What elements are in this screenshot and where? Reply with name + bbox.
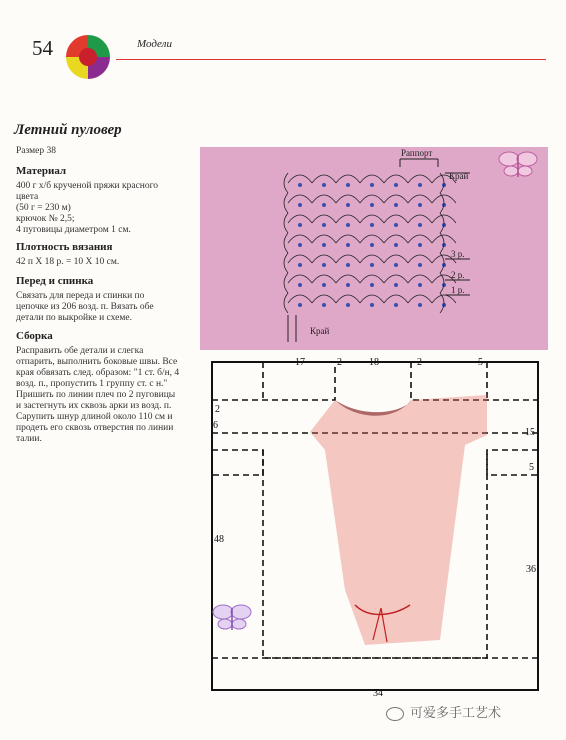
chain-arch — [408, 215, 432, 223]
chain-arch — [360, 215, 384, 223]
butterfly-icon — [213, 605, 251, 630]
chain-arch — [336, 175, 360, 183]
material-heading: Материал — [16, 165, 67, 177]
stitch-dot — [298, 243, 302, 247]
assembly-line: продеть его сквозь отверстия по линии — [16, 423, 174, 433]
chain-arch — [336, 235, 360, 243]
edge-label: Край — [449, 171, 469, 181]
stitch-dot — [370, 283, 374, 287]
chain-arch — [360, 175, 384, 183]
material-line: цвета — [16, 192, 39, 202]
stitch-dot — [418, 223, 422, 227]
crochet-chart-panel — [200, 147, 548, 350]
chain-arch — [384, 175, 408, 183]
stitch-dot — [346, 283, 350, 287]
dim-left-height: 48 — [214, 534, 224, 545]
assembly-line: возд. п., пропустить 1 группу ст. с н." — [16, 379, 168, 389]
front-back-block — [16, 291, 154, 324]
stitch-dot — [346, 303, 350, 307]
material-line: (50 г = 230 м) — [16, 203, 71, 213]
stitch-dot — [418, 243, 422, 247]
assembly-line: и застегнуть их сквозь арки из возд. п. — [16, 401, 172, 411]
edge-loop — [284, 173, 288, 193]
logo-ball-icon — [64, 33, 112, 81]
stitch-dot — [346, 203, 350, 207]
stitch-dot — [370, 243, 374, 247]
stitch-dot — [322, 183, 326, 187]
stitch-dot — [298, 283, 302, 287]
edge-bottom-label: Край — [310, 326, 330, 336]
chain-arch — [312, 175, 336, 183]
assembly-block — [16, 346, 179, 445]
stitch-dot — [418, 283, 422, 287]
dim-right-height: 36 — [526, 564, 536, 575]
stitch-dot — [418, 203, 422, 207]
crochet-stitch-chart — [200, 147, 548, 350]
gauge-text: 42 п Х 18 р. = 10 Х 10 см. — [16, 257, 120, 267]
stitch-dot — [370, 223, 374, 227]
chain-arch — [288, 175, 312, 183]
chain-arch — [288, 275, 312, 283]
stitch-dot — [346, 183, 350, 187]
stitch-dot — [346, 263, 350, 267]
garment-image — [310, 395, 487, 645]
edge-loop — [284, 253, 288, 273]
material-line: 400 г х/б крученой пряжи красного — [16, 181, 159, 191]
dim-right-b: 5 — [529, 462, 534, 473]
stitch-dot — [370, 203, 374, 207]
front-back-line: Связать для переда и спинки по — [16, 291, 145, 301]
stitch-rows — [284, 173, 456, 313]
material-line: 4 пуговицы диаметром 1 см. — [16, 225, 131, 235]
size-text: Размер 38 — [16, 146, 56, 156]
row-label-2: 2 р. — [451, 270, 465, 280]
chain-arch — [336, 195, 360, 203]
stitch-dot — [298, 183, 302, 187]
front-back-heading: Перед и спинка — [16, 275, 94, 287]
chain-arch — [384, 255, 408, 263]
chain-arch — [360, 295, 384, 303]
edge-loop — [284, 233, 288, 253]
chain-arch — [408, 295, 432, 303]
stitch-dot — [394, 283, 398, 287]
stitch-dot — [322, 203, 326, 207]
stitch-dot — [298, 303, 302, 307]
section-label: Модели — [137, 38, 172, 50]
stitch-dot — [322, 283, 326, 287]
chain-arch — [336, 255, 360, 263]
stitch-dot — [298, 223, 302, 227]
edge-loop — [284, 293, 288, 313]
chain-arch — [288, 235, 312, 243]
chain-arch — [384, 195, 408, 203]
stitch-dot — [418, 303, 422, 307]
chain-arch — [360, 195, 384, 203]
dim-left-small: 2 — [215, 404, 220, 415]
stitch-dot — [394, 183, 398, 187]
stitch-dot — [394, 223, 398, 227]
stitch-dot — [394, 263, 398, 267]
chain-arch — [336, 275, 360, 283]
header-rule — [116, 59, 546, 60]
garment-schematic — [195, 350, 555, 700]
assembly-line: Сарупить шнур длиной около 110 см и — [16, 412, 173, 422]
chain-arch — [408, 195, 432, 203]
wechat-icon — [386, 707, 404, 721]
stitch-dot — [370, 183, 374, 187]
chain-arch — [360, 275, 384, 283]
dim-top-left: 17 — [295, 357, 305, 368]
chain-arch — [312, 215, 336, 223]
chain-arch — [336, 215, 360, 223]
stitch-dot — [394, 243, 398, 247]
chain-arch — [312, 255, 336, 263]
gauge-heading: Плотность вязания — [16, 241, 113, 253]
stitch-dot — [346, 223, 350, 227]
chain-arch — [408, 255, 432, 263]
stitch-dot — [298, 203, 302, 207]
row-label-3: 3 р. — [451, 249, 465, 259]
dim-bottom: 34 — [373, 688, 383, 699]
chain-arch — [384, 215, 408, 223]
stitch-dot — [322, 303, 326, 307]
chain-arch — [312, 195, 336, 203]
stitch-dot — [394, 303, 398, 307]
assembly-line: края обвязать след. образом: "1 ст. б/н, 4 — [16, 368, 180, 378]
material-block — [16, 181, 158, 236]
stitch-dot — [298, 263, 302, 267]
chain-arch — [384, 295, 408, 303]
watermark-text — [386, 702, 501, 721]
chain-arch — [408, 175, 432, 183]
assembly-line: Расправить обе детали и слегка — [16, 346, 144, 356]
chain-arch — [288, 195, 312, 203]
chain-arch — [408, 275, 432, 283]
dim-right-a: 15 — [525, 427, 535, 438]
dim-top-small: 2 — [337, 357, 342, 368]
material-line: крючок № 2,5; — [16, 214, 75, 224]
chain-arch — [312, 295, 336, 303]
stitch-dot — [418, 263, 422, 267]
dim-top-right-a: 2 — [417, 357, 422, 368]
butterfly-icon — [499, 152, 537, 177]
dim-top-right-b: 5 — [478, 357, 483, 368]
stitch-dot — [346, 243, 350, 247]
assembly-line: Пришить по линии плеч по 2 пуговицы — [16, 390, 176, 400]
dim-left-a: 6 — [213, 420, 218, 431]
chain-arch — [336, 295, 360, 303]
chain-arch — [408, 235, 432, 243]
stitch-dot — [370, 263, 374, 267]
chain-arch — [384, 235, 408, 243]
assembly-line: талии. — [16, 434, 42, 444]
chain-arch — [312, 275, 336, 283]
chain-arch — [312, 235, 336, 243]
rapport-label: Раппорт — [401, 148, 433, 158]
stitch-dot — [418, 183, 422, 187]
chain-arch — [288, 295, 312, 303]
stitch-dot — [322, 263, 326, 267]
stitch-dot — [370, 303, 374, 307]
page-number: 54 — [32, 36, 53, 60]
edge-loop — [284, 193, 288, 213]
row-label-1: 1 р. — [451, 285, 465, 295]
stitch-dot — [394, 203, 398, 207]
front-back-line: цепочке из 206 возд. п. Вязать обе — [16, 302, 154, 312]
assembly-line: отпарить, выполнить боковые швы. Все — [16, 357, 178, 367]
dim-top-center: 18 — [369, 357, 379, 368]
chain-arch — [360, 255, 384, 263]
edge-loop — [284, 273, 288, 293]
chain-arch — [360, 235, 384, 243]
watermark-label: 可爱多手工艺术 — [410, 706, 502, 721]
chain-arch — [288, 215, 312, 223]
article-title: Летний пуловер — [14, 122, 122, 138]
chain-arch — [288, 255, 312, 263]
stitch-dot — [322, 223, 326, 227]
front-back-line: детали по выкройке и схеме. — [16, 313, 132, 323]
edge-loop — [284, 213, 288, 233]
chain-arch — [384, 275, 408, 283]
stitch-dot — [322, 243, 326, 247]
assembly-heading: Сборка — [16, 330, 53, 342]
